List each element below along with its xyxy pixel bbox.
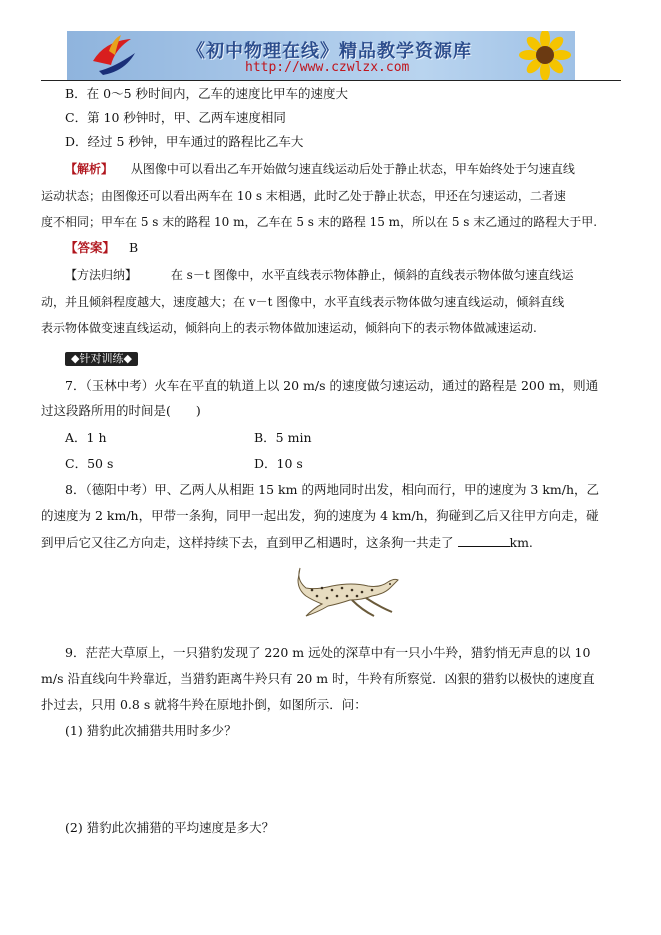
q9-sub-question-2: (2) 猎豹此次捕猎的平均速度是多大？ — [65, 820, 275, 835]
analysis-label: 【解析】 — [65, 162, 114, 176]
method-line-1 — [65, 267, 573, 283]
q7-option-d: D．10 s — [254, 456, 303, 471]
q8-answer-blank[interactable] — [458, 534, 510, 547]
site-logo-icon — [85, 31, 145, 80]
method-line-2: 动，并且倾斜程度越大，速度越大；在 v－t 图像中，水平直线表示物体做匀速直线运动，倾斜直线 — [41, 295, 565, 309]
q8-line-3 — [41, 534, 533, 551]
analysis-line-2: 运动状态；由图像还可以看出两车在 10 s 末相遇，此时乙处于静止状态，甲还在匀速运动，二者速 — [41, 189, 566, 203]
site-title: 《初中物理在线》精品教学资源库 — [187, 41, 472, 62]
analysis-line-1 — [65, 161, 575, 177]
q9-line-3: 扑过去，只用 0.8 s 就将牛羚在原地扑倒，如图所示．问： — [41, 697, 367, 712]
cheetah-illustration — [292, 560, 402, 620]
answer-value: B — [129, 240, 139, 255]
analysis-line-3: 度不相同；甲车在 5 s 末的路程 10 m，乙车在 5 s 末的路程 15 m，所以在 5 s 末乙通过的路程大于甲. — [41, 215, 598, 229]
q9-line-2: m/s 沿直线向牛羚靠近，当猎豹距离牛羚只有 20 m 时，牛羚有所察觉．凶狠的猎豹以极快的速度直 — [41, 671, 595, 686]
option-c: C．第 10 秒钟时，甲、乙两车速度相同 — [65, 110, 286, 125]
answer-label: 【答案】 — [65, 240, 116, 255]
q9-sub-question-1: (1) 猎豹此次捕猎共用时多少？ — [65, 723, 237, 738]
q9-line-1: 9．茫茫大草原上，一只猎豹发现了 220 m 远处的深草中有一只小牛羚，猎豹悄无声息的以 10 — [65, 645, 591, 660]
sunflower-icon — [505, 31, 575, 80]
q8-unit: km. — [509, 535, 533, 550]
q7-option-a: A．1 h — [65, 430, 107, 445]
practice-tag: ◆针对训练◆ — [65, 352, 138, 366]
answer-line — [65, 240, 138, 256]
site-url[interactable]: http://www.czwlzx.com — [245, 60, 410, 75]
method-line-3: 表示物体做变速直线运动，倾斜向上的表示物体做加速运动，倾斜向下的表示物体做减速运动. — [41, 321, 537, 335]
q7-option-c: C．50 s — [65, 456, 114, 471]
method-text-1: 在 s－t 图像中，水平直线表示物体静止，倾斜的直线表示物体做匀速直线运 — [170, 268, 574, 282]
header-rule — [41, 80, 621, 81]
q8-line-3-text: 到甲后它又往乙方向走，这样持续下去，直到甲乙相遇时，这条狗一共走了 — [41, 535, 454, 550]
method-label: 【方法归纳】 — [65, 268, 138, 282]
q8-line-1: 8．（德阳中考）甲、乙两人从相距 15 km 的两地同时出发，相向而行，甲的速度为 3 km/h，乙 — [65, 482, 600, 497]
q7-option-b: B．5 min — [254, 430, 312, 445]
header-banner — [67, 31, 575, 80]
q7-line-2: 过这段路所用的时间是( ) — [41, 403, 201, 418]
analysis-text-1: 从图像中可以看出乙车开始做匀速直线运动后处于静止状态，甲车始终处于匀速直线 — [130, 162, 575, 176]
option-b: B．在 0～5 秒时间内，乙车的速度比甲车的速度大 — [65, 86, 349, 101]
q7-line-1: 7．（玉林中考）火车在平直的轨道上以 20 m/s 的速度做匀速运动，通过的路程是 200 m，则通 — [65, 378, 599, 393]
q8-line-2: 的速度为 2 km/h，甲带一条狗，同甲一起出发，狗的速度为 4 km/h，狗碰到乙后又往甲方向走，碰 — [41, 508, 599, 523]
option-d: D．经过 5 秒钟，甲车通过的路程比乙车大 — [65, 134, 304, 149]
